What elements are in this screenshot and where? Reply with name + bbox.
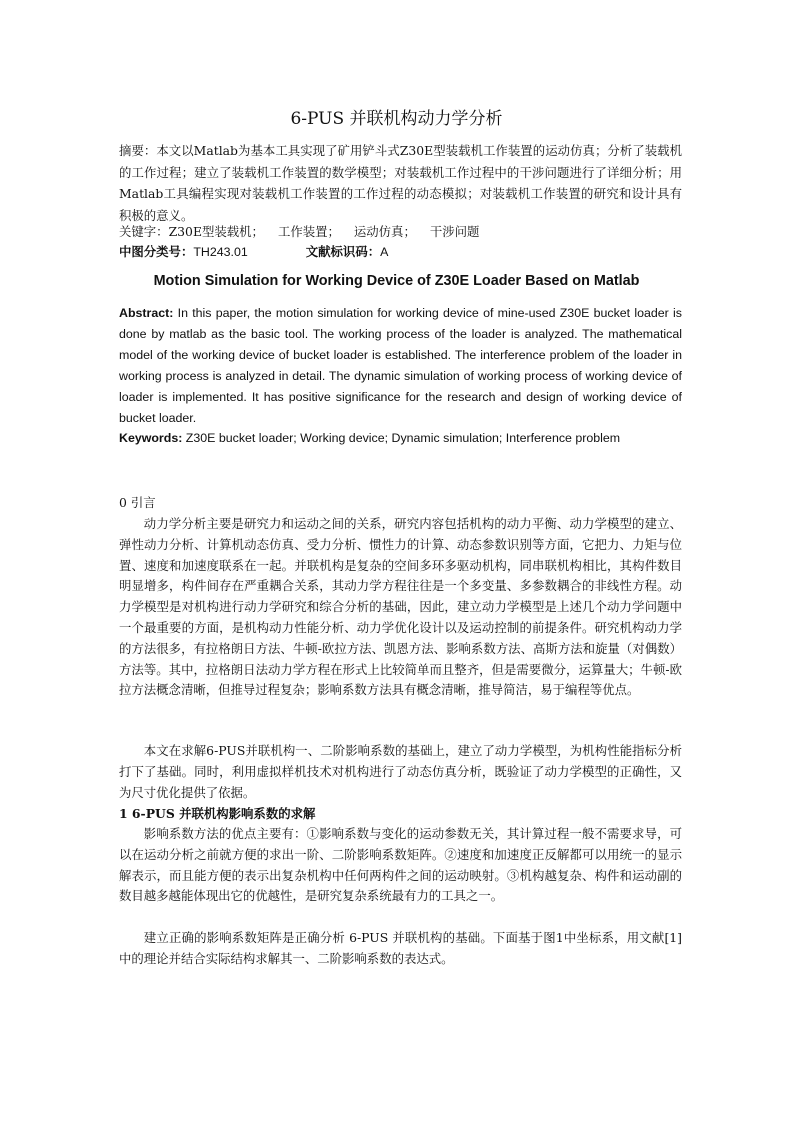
keyword-item: Z30E型装载机； (168, 224, 264, 239)
keyword-item: 运动仿真； (353, 224, 416, 239)
chinese-keywords (119, 221, 682, 242)
document-code-value: A (380, 245, 389, 259)
classification-label: 中图分类号： (119, 245, 194, 259)
paper-title: 6-PUS 并联机构动力学分析 (290, 109, 503, 129)
english-keywords (119, 428, 682, 448)
section-1-paragraph-1: 影响系数方法的优点主要有：①影响系数与变化的运动参数无关，其计算过程一般不需要求导，可以在运动分析之前就方便的求出一阶、二阶影响系数矩阵。②速度和加速度正反解都可以用统一的显示解表示，而且能方便的表示出复杂机构中任何两构件之间的运动映射。③机构越复杂、构件和运动副的数目越多越能体现出它的优越性，是研究复杂系统最有力的工具之一。 (119, 826, 682, 904)
english-abstract-text: In this paper, the motion simulation for working device of mine-used Z30E bucket loader is done by matlab as the basic tool. The working process of the loader is analyzed. The mathematical model of the working device of bucket loader is established. The interference problem of the loader in working process is analyzed in detail. The dynamic simulation of working process of working device of loader is implemented. It has positive significance for the research and design of working device of bucket loader. (119, 306, 682, 425)
document-code-label: 文献标识码： (305, 245, 381, 259)
section-0-heading: 0 引言 (119, 495, 156, 510)
english-keywords-label: Keywords: (119, 431, 183, 445)
english-keywords-text: Z30E bucket loader; Working device; Dynamic simulation; Interference problem (182, 431, 621, 445)
classification-value: TH243.01 (193, 245, 248, 259)
english-abstract (119, 303, 682, 428)
section-0-paragraph-2: 本文在求解6-PUS并联机构一、二阶影响系数的基础上，建立了动力学模型，为机构性能指标分析打下了基础。同时，利用虚拟样机技术对机构进行了动态仿真分析，既验证了动力学模型的正确性，又为尺寸优化提供了依据。 (119, 743, 682, 800)
section-1-paragraph-2: 建立正确的影响系数矩阵是正确分析 6-PUS 并联机构的基础。下面基于图1中坐标系，用文献[1]中的理论并结合实际结构求解其一、二阶影响系数的表达式。 (119, 930, 682, 966)
section-1-heading: 1 6-PUS 并联机构影响系数的求解 (119, 806, 316, 821)
english-abstract-label: Abstract: (119, 306, 174, 320)
section-0-paragraph-1: 动力学分析主要是研究力和运动之间的关系，研究内容包括机构的动力平衡、动力学模型的建立、弹性动力分析、计算机动态仿真、受力分析、惯性力的计算、动态参数识别等方面，它把力、力矩与位置、速度和加速度联系在一起。并联机构是复杂的空间多环多驱动机构，同串联机构相比，其构件数目明显增多，构件间存在严重耦合关系，其动力学方程往往是一个多变量、多参数耦合的非线性方程。动力学模型是对机构进行动力学研究和综合分析的基础，因此，建立动力学模型是上述几个动力学问题中一个最重要的方面，是机构动力性能分析、动力学优化设计以及运动控制的前提条件。研究机构动力学的方法很多，有拉格朗日方法、牛顿-欧拉方法、凯恩方法、影响系数方法、高斯方法和旋量（对偶数）方法等。其中，拉格朗日法动力学方程在形式上比较简单而且整齐，但是需要微分，运算量大；牛顿-欧拉方法概念清晰，但推导过程复杂；影响系数方法具有概念清晰，推导简洁，易于编程等优点。 (119, 516, 682, 698)
chinese-abstract: 摘要：本文以Matlab为基本工具实现了矿用铲斗式Z30E型装载机工作装置的运动仿真；分析了装载机的工作过程；建立了装载机工作装置的数学模型；对装载机工作过程中的干涉问题进行了详细分析；用Matlab工具编程实现对装载机工作装置的工作过程的动态模拟；对装载机工作装置的研究和设计具有积极的意义。 (119, 143, 682, 223)
classification-line (119, 242, 682, 263)
keyword-item: 干涉问题 (429, 224, 480, 239)
keywords-label: 关键字： (119, 224, 169, 239)
english-title: Motion Simulation for Working Device of Z30E Loader Based on Matlab (153, 273, 640, 289)
keyword-item: 工作装置； (277, 224, 340, 239)
